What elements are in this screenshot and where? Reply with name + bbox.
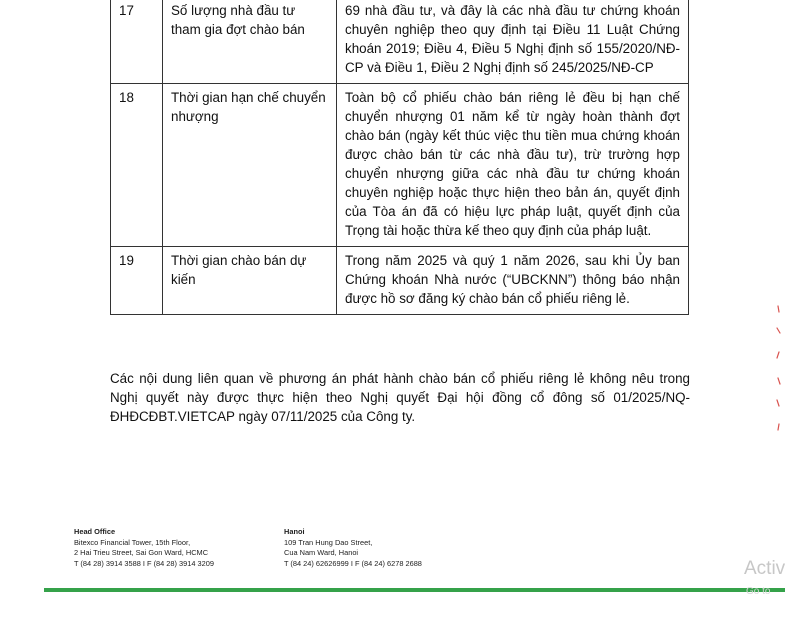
row-item: Thời gian chào bán dự kiến [163,247,337,315]
table-row [111,0,689,84]
row-item: Thời gian hạn chế chuyển nhượng [163,84,337,247]
offering-details-table [110,0,689,315]
row-number: 19 [111,247,163,315]
footer-hanoi-line1: 109 Tran Hung Dao Street, [284,537,373,547]
footer-hanoi [284,527,422,569]
table-row [111,84,689,247]
footer-head-office-title: Head Office [74,527,116,536]
footer-head-office-line1: Bitexco Financial Tower, 15th Floor, [74,537,191,547]
footer-head-office-phone: T (84 28) 3914 3588 I F (84 28) 3914 3209 [74,558,214,568]
footer-green-bar [44,588,785,592]
closing-paragraph: Các nội dung liên quan về phương án phát hành chào bán cổ phiếu riêng lẻ không nêu trong Nghị quyết này được thực hiện theo Nghị quyết Đại hội đồng cổ đông số 01/2025/NQ-ĐHĐCĐBT.VIETCAP ngày 07/11/2025 của Công ty. [110,371,690,425]
footer-hanoi-phone: T (84 24) 62626999 I F (84 24) 6278 2688 [284,558,422,568]
activation-watermark: Activ [744,558,785,579]
row-content: Toàn bộ cổ phiếu chào bán riêng lẻ đều bị hạn chế chuyển nhượng 01 năm kể từ ngày hoàn thành đợt chào bán (ngày kết thúc việc thu tiền mua chứng khoán được chào bán từ các nhà đầu tư), trừ trường hợp chuyển nhượng giữa các nhà đầu tư chứng khoán chuyên nghiệp hoặc thực hiện theo bản án, quyết định của Tòa án đã có hiệu lực pháp luật, quyết định của Trọng tài hoặc thừa kế theo quy định của pháp luật. [337,84,689,247]
stamp-edge-marks [774,300,782,450]
footer-hanoi-line2: Cua Nam Ward, Hanoi [284,548,359,557]
row-content: Trong năm 2025 và quý 1 năm 2026, sau khi Ủy ban Chứng khoán Nhà nước (“UBCKNN”) thông báo nhận được hồ sơ đăng ký chào bán cổ phiếu riêng lẻ. [337,247,689,315]
footer-head-office-line2: 2 Hai Trieu Street, Sai Gon Ward, HCMC [74,548,209,557]
activation-watermark-sub: Go to [746,586,771,597]
row-item: Số lượng nhà đầu tư tham gia đợt chào bán [163,0,337,84]
row-number: 17 [111,0,163,84]
footer-hanoi-title: Hanoi [284,527,305,536]
row-number: 18 [111,84,163,247]
table-row [111,247,689,315]
row-content: 69 nhà đầu tư, và đây là các nhà đầu tư chứng khoán chuyên nghiệp theo quy định tại Điều 11 Luật Chứng khoán 2019; Điều 4, Điều 5 Nghị định số 155/2020/NĐ-CP và Điều 1, Điều 2 Nghị định số 245/2025/NĐ-CP [337,0,689,84]
footer-head-office [74,527,214,569]
